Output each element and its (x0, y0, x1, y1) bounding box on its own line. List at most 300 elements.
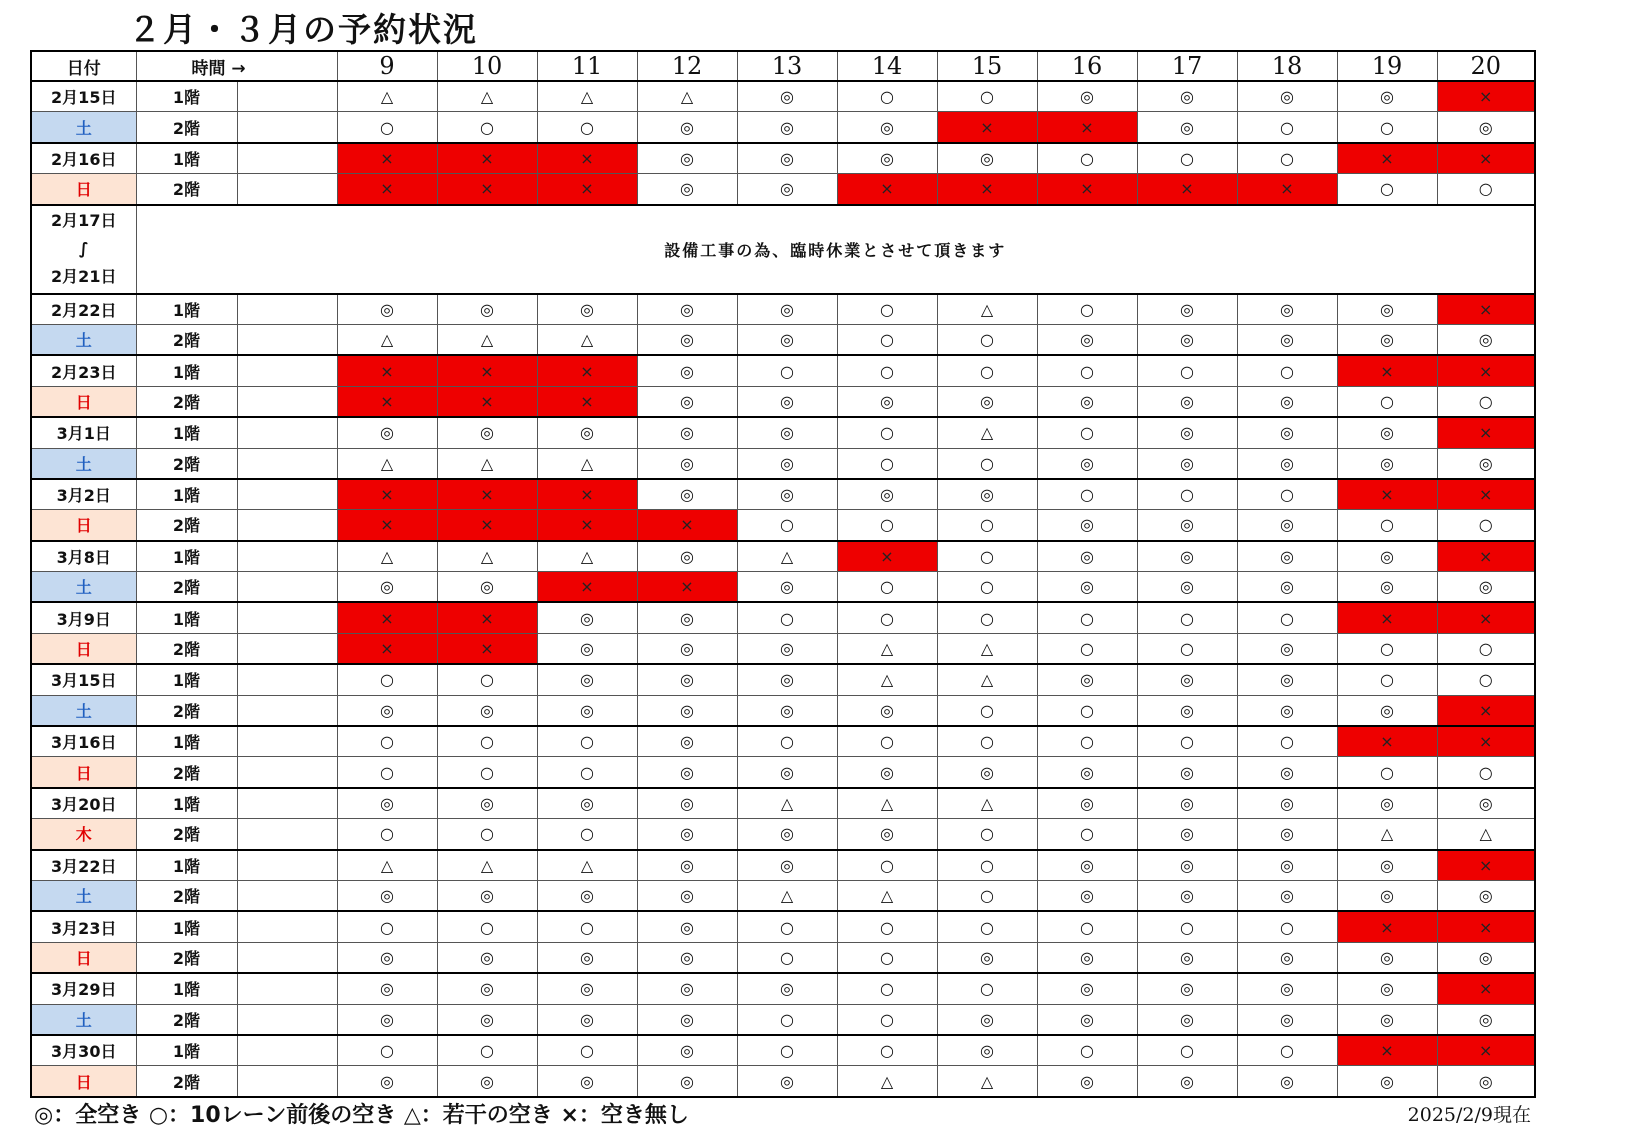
slot-cell: ○ (437, 911, 537, 942)
floor-cell: 1階 (136, 664, 237, 695)
weekday-cell: 日 (31, 1066, 136, 1097)
weekday-cell: 日 (31, 757, 136, 788)
slot-cell: ○ (1237, 911, 1337, 942)
slot-cell-full: × (437, 143, 537, 174)
slot-cell: ◎ (537, 1004, 637, 1035)
slot-cell: ○ (337, 1035, 437, 1066)
date-cell: 2月15日 (31, 81, 136, 112)
slot-cell: ◎ (637, 1066, 737, 1097)
slot-cell: ◎ (1037, 973, 1137, 1004)
table-row (31, 757, 1535, 788)
reservation-table (30, 50, 1536, 1098)
slot-cell: ◎ (537, 880, 637, 911)
hour-header: 20 (1437, 51, 1535, 81)
slot-cell: △ (837, 788, 937, 819)
floor-cell: 1階 (136, 911, 237, 942)
slot-cell: ◎ (737, 324, 837, 355)
slot-cell-full: × (1137, 174, 1237, 205)
slot-cell: ○ (937, 819, 1037, 850)
slot-cell: ◎ (1037, 448, 1137, 479)
slot-cell: ◎ (637, 143, 737, 174)
slot-cell: ○ (1437, 633, 1535, 664)
slot-cell: ○ (337, 664, 437, 695)
table-row (31, 1035, 1535, 1066)
slot-cell: ◎ (1237, 1004, 1337, 1035)
slot-cell: ◎ (337, 973, 437, 1004)
slot-cell: ◎ (1137, 942, 1237, 973)
spacer-cell (237, 386, 337, 417)
slot-cell: ○ (737, 1035, 837, 1066)
floor-cell: 2階 (136, 819, 237, 850)
slot-cell: ◎ (1237, 572, 1337, 603)
slot-cell: ◎ (1437, 448, 1535, 479)
slot-cell: ◎ (737, 81, 837, 112)
slot-cell-full: × (437, 386, 537, 417)
slot-cell: ◎ (1437, 1004, 1535, 1035)
spacer-cell (237, 973, 337, 1004)
slot-cell: ◎ (737, 633, 837, 664)
slot-cell: △ (537, 324, 637, 355)
table-row (31, 1066, 1535, 1097)
slot-cell: ◎ (1037, 942, 1137, 973)
floor-cell: 1階 (136, 143, 237, 174)
slot-cell: ◎ (1137, 850, 1237, 881)
slot-cell: ○ (1337, 386, 1437, 417)
slot-cell: ◎ (1237, 510, 1337, 541)
slot-cell-full: × (537, 510, 637, 541)
slot-cell-full: × (1437, 695, 1535, 726)
slot-cell: ○ (1337, 664, 1437, 695)
slot-cell: ○ (1237, 355, 1337, 386)
table-row (31, 143, 1535, 174)
slot-cell: ◎ (1237, 1066, 1337, 1097)
slot-cell: ◎ (1037, 386, 1137, 417)
floor-cell: 1階 (136, 81, 237, 112)
slot-cell-full: × (1237, 174, 1337, 205)
slot-cell: ◎ (637, 355, 737, 386)
slot-cell: ○ (737, 602, 837, 633)
slot-cell: ◎ (637, 417, 737, 448)
slot-cell: ◎ (437, 695, 537, 726)
hour-header: 15 (937, 51, 1037, 81)
floor-cell: 1階 (136, 355, 237, 386)
slot-cell: ◎ (637, 112, 737, 143)
slot-cell: ○ (937, 355, 1037, 386)
slot-cell: ○ (1037, 143, 1137, 174)
slot-cell: ◎ (637, 757, 737, 788)
spacer-cell (237, 143, 337, 174)
date-cell: 3月30日 (31, 1035, 136, 1066)
slot-cell: ○ (1037, 911, 1137, 942)
slot-cell: ◎ (1237, 294, 1337, 325)
slot-cell: ○ (937, 850, 1037, 881)
slot-cell: ◎ (637, 448, 737, 479)
slot-cell: ○ (437, 664, 537, 695)
table-row (31, 602, 1535, 633)
slot-cell: ○ (937, 448, 1037, 479)
slot-cell: ◎ (1237, 633, 1337, 664)
table-row (31, 664, 1535, 695)
slot-cell: ◎ (737, 448, 837, 479)
slot-cell: ◎ (437, 788, 537, 819)
slot-cell: ◎ (737, 174, 837, 205)
slot-cell: ○ (737, 726, 837, 757)
as-of-date: 2025/2/9現在 (1407, 1104, 1531, 1126)
slot-cell: ◎ (937, 479, 1037, 510)
slot-cell: △ (537, 448, 637, 479)
page-title: ２月・３月の予約状況 (128, 10, 478, 49)
date-cell: 3月9日 (31, 602, 136, 633)
spacer-cell (237, 726, 337, 757)
slot-cell: △ (837, 880, 937, 911)
slot-cell: ○ (337, 911, 437, 942)
floor-cell: 2階 (136, 757, 237, 788)
slot-cell: ◎ (1137, 112, 1237, 143)
hour-header: 14 (837, 51, 937, 81)
slot-cell-full: × (1337, 1035, 1437, 1066)
slot-cell: ○ (837, 942, 937, 973)
slot-cell: ○ (837, 1004, 937, 1035)
date-column-header: 日付 (31, 51, 136, 81)
slot-cell: ○ (937, 973, 1037, 1004)
spacer-cell (237, 850, 337, 881)
slot-cell-full: × (637, 572, 737, 603)
slot-cell: △ (637, 81, 737, 112)
slot-cell: ◎ (1237, 448, 1337, 479)
spacer-cell (237, 572, 337, 603)
slot-cell: ◎ (737, 819, 837, 850)
slot-cell-full: × (537, 386, 637, 417)
spacer-cell (237, 324, 337, 355)
floor-cell: 1階 (136, 602, 237, 633)
slot-cell: ◎ (1437, 572, 1535, 603)
slot-cell: ○ (1037, 695, 1137, 726)
slot-cell: ◎ (637, 1004, 737, 1035)
slot-cell: ○ (837, 572, 937, 603)
slot-cell-full: × (1437, 726, 1535, 757)
spacer-cell (237, 1004, 337, 1035)
slot-cell: ◎ (1037, 850, 1137, 881)
slot-cell: ○ (837, 417, 937, 448)
slot-cell-full: × (337, 479, 437, 510)
table-row (31, 355, 1535, 386)
hour-header: 13 (737, 51, 837, 81)
slot-cell: ◎ (1237, 850, 1337, 881)
slot-cell: △ (337, 448, 437, 479)
slot-cell: ◎ (1037, 572, 1137, 603)
slot-cell: ○ (1337, 510, 1437, 541)
floor-cell: 2階 (136, 1004, 237, 1035)
slot-cell: ◎ (1237, 880, 1337, 911)
slot-cell: ○ (837, 510, 937, 541)
floor-cell: 1階 (136, 417, 237, 448)
slot-cell: △ (437, 448, 537, 479)
closure-row (31, 205, 1535, 294)
slot-cell: ◎ (1137, 819, 1237, 850)
floor-cell: 2階 (136, 112, 237, 143)
slot-cell: ◎ (1237, 664, 1337, 695)
spacer-cell (237, 479, 337, 510)
slot-cell: ○ (1137, 479, 1237, 510)
slot-cell: △ (437, 81, 537, 112)
slot-cell: △ (1337, 819, 1437, 850)
hour-header: 19 (1337, 51, 1437, 81)
spacer-cell (237, 355, 337, 386)
slot-cell: ○ (337, 757, 437, 788)
slot-cell: ◎ (1137, 324, 1237, 355)
slot-cell: ◎ (737, 664, 837, 695)
slot-cell: ◎ (837, 695, 937, 726)
slot-cell: ◎ (437, 973, 537, 1004)
table-row (31, 788, 1535, 819)
table-row (31, 174, 1535, 205)
slot-cell-full: × (437, 510, 537, 541)
slot-cell: △ (437, 541, 537, 572)
slot-cell: △ (837, 1066, 937, 1097)
floor-cell: 2階 (136, 695, 237, 726)
floor-cell: 2階 (136, 572, 237, 603)
slot-cell-full: × (437, 174, 537, 205)
slot-cell: ◎ (1437, 112, 1535, 143)
slot-cell: ○ (937, 880, 1037, 911)
floor-cell: 1階 (136, 726, 237, 757)
slot-cell: △ (737, 541, 837, 572)
slot-cell: ○ (737, 911, 837, 942)
table-row (31, 294, 1535, 325)
slot-cell: ◎ (1137, 757, 1237, 788)
weekday-cell: 土 (31, 112, 136, 143)
spacer-cell (237, 81, 337, 112)
slot-cell: ◎ (1137, 448, 1237, 479)
slot-cell: ◎ (437, 417, 537, 448)
slot-cell-full: × (537, 572, 637, 603)
slot-cell: ◎ (1237, 819, 1337, 850)
weekday-cell: 土 (31, 1004, 136, 1035)
slot-cell: ◎ (1137, 417, 1237, 448)
slot-cell: △ (937, 1066, 1037, 1097)
weekday-cell: 土 (31, 572, 136, 603)
slot-cell: ○ (337, 726, 437, 757)
slot-cell: ◎ (1037, 1004, 1137, 1035)
floor-cell: 1階 (136, 1035, 237, 1066)
slot-cell: △ (937, 294, 1037, 325)
slot-cell: △ (837, 633, 937, 664)
slot-cell: ◎ (437, 1066, 537, 1097)
slot-cell: ○ (1137, 1035, 1237, 1066)
slot-cell-full: × (337, 355, 437, 386)
slot-cell: ◎ (737, 294, 837, 325)
date-cell: 2月16日 (31, 143, 136, 174)
table-row (31, 510, 1535, 541)
slot-cell: ○ (1137, 633, 1237, 664)
slot-cell: ◎ (837, 757, 937, 788)
slot-cell: ○ (537, 1035, 637, 1066)
slot-cell: ○ (1037, 1035, 1137, 1066)
slot-cell: ○ (337, 819, 437, 850)
slot-cell: ◎ (337, 695, 437, 726)
floor-cell: 2階 (136, 942, 237, 973)
slot-cell-full: × (1437, 973, 1535, 1004)
slot-cell: ○ (1037, 417, 1137, 448)
slot-cell: ○ (1237, 112, 1337, 143)
slot-cell: ○ (1437, 386, 1535, 417)
slot-cell: ◎ (637, 324, 737, 355)
slot-cell: ○ (437, 112, 537, 143)
slot-cell: ◎ (1137, 973, 1237, 1004)
slot-cell: △ (737, 788, 837, 819)
slot-cell: ◎ (1337, 81, 1437, 112)
slot-cell: ○ (937, 324, 1037, 355)
slot-cell: ○ (1337, 633, 1437, 664)
slot-cell: ◎ (1337, 1066, 1437, 1097)
slot-cell: ◎ (337, 788, 437, 819)
slot-cell-full: × (1437, 479, 1535, 510)
slot-cell: ◎ (737, 757, 837, 788)
date-cell: 3月22日 (31, 850, 136, 881)
slot-cell: ◎ (1437, 788, 1535, 819)
date-cell: 3月16日 (31, 726, 136, 757)
slot-cell: ○ (1037, 479, 1137, 510)
table-row (31, 572, 1535, 603)
table-row (31, 479, 1535, 510)
slot-cell-full: × (1337, 911, 1437, 942)
date-cell: 2月22日 (31, 294, 136, 325)
slot-cell: ○ (537, 112, 637, 143)
slot-cell: ○ (837, 448, 937, 479)
floor-cell: 1階 (136, 973, 237, 1004)
slot-cell: ○ (1237, 726, 1337, 757)
slot-cell: ○ (737, 510, 837, 541)
slot-cell: ◎ (1437, 942, 1535, 973)
slot-cell: ◎ (637, 174, 737, 205)
slot-cell: ◎ (1237, 324, 1337, 355)
floor-cell: 2階 (136, 1066, 237, 1097)
slot-cell: ○ (837, 850, 937, 881)
spacer-cell (237, 174, 337, 205)
slot-cell: ◎ (637, 942, 737, 973)
spacer-cell (237, 942, 337, 973)
table-row (31, 81, 1535, 112)
slot-cell: ○ (837, 294, 937, 325)
floor-cell: 1階 (136, 479, 237, 510)
spacer-cell (237, 541, 337, 572)
slot-cell: ◎ (1037, 541, 1137, 572)
slot-cell: ◎ (737, 572, 837, 603)
slot-cell: ◎ (737, 850, 837, 881)
slot-cell: ○ (737, 942, 837, 973)
slot-cell: ◎ (1237, 386, 1337, 417)
floor-cell: 2階 (136, 448, 237, 479)
slot-cell: ◎ (737, 386, 837, 417)
slot-cell: ◎ (1337, 294, 1437, 325)
slot-cell-full: × (437, 633, 537, 664)
spacer-cell (237, 757, 337, 788)
slot-cell: △ (937, 664, 1037, 695)
slot-cell: ◎ (1337, 880, 1437, 911)
closure-date-to: 2月21日 (51, 267, 117, 287)
slot-cell: ◎ (1137, 510, 1237, 541)
slot-cell-full: × (1437, 417, 1535, 448)
slot-cell: ◎ (1137, 541, 1237, 572)
hour-header: 11 (537, 51, 637, 81)
floor-cell: 1階 (136, 541, 237, 572)
slot-cell-full: × (1337, 726, 1437, 757)
slot-cell-full: × (1437, 602, 1535, 633)
slot-cell: ◎ (937, 1035, 1037, 1066)
legend: ◎：全空き ○：10レーン前後の空き △：若干の空き ×：空き無し (34, 1103, 689, 1128)
slot-cell-full: × (937, 174, 1037, 205)
slot-cell: ◎ (1437, 1066, 1535, 1097)
slot-cell: ◎ (1037, 788, 1137, 819)
spacer-cell (237, 1066, 337, 1097)
table-row (31, 386, 1535, 417)
slot-cell: ○ (1237, 1035, 1337, 1066)
slot-cell: ◎ (1237, 417, 1337, 448)
slot-cell: ◎ (537, 695, 637, 726)
slot-cell: ◎ (1337, 695, 1437, 726)
slot-cell-full: × (1337, 355, 1437, 386)
time-column-header: 時間 → (136, 51, 337, 81)
slot-cell: ◎ (337, 417, 437, 448)
slot-cell: △ (937, 788, 1037, 819)
date-cell: 3月2日 (31, 479, 136, 510)
slot-cell: △ (537, 81, 637, 112)
table-row (31, 973, 1535, 1004)
slot-cell: ◎ (837, 112, 937, 143)
slot-cell: ◎ (637, 386, 737, 417)
slot-cell-full: × (537, 143, 637, 174)
spacer-cell (237, 510, 337, 541)
slot-cell: ◎ (1137, 664, 1237, 695)
table-row (31, 850, 1535, 881)
slot-cell-full: × (437, 602, 537, 633)
slot-cell: ◎ (637, 819, 737, 850)
slot-cell: ◎ (1237, 541, 1337, 572)
slot-cell: ◎ (1237, 788, 1337, 819)
slot-cell: ◎ (537, 417, 637, 448)
slot-cell: ◎ (1037, 81, 1137, 112)
floor-cell: 1階 (136, 850, 237, 881)
hour-header: 18 (1237, 51, 1337, 81)
slot-cell-full: × (437, 479, 537, 510)
slot-cell: ◎ (1337, 448, 1437, 479)
slot-cell: ◎ (1037, 1066, 1137, 1097)
slot-cell: ◎ (337, 880, 437, 911)
slot-cell: △ (937, 417, 1037, 448)
table-row (31, 942, 1535, 973)
slot-cell: ◎ (437, 1004, 537, 1035)
slot-cell: ◎ (637, 541, 737, 572)
floor-cell: 2階 (136, 510, 237, 541)
date-cell: 3月29日 (31, 973, 136, 1004)
slot-cell: △ (337, 541, 437, 572)
slot-cell: ○ (537, 819, 637, 850)
table-row (31, 417, 1535, 448)
slot-cell: ◎ (537, 942, 637, 973)
spacer-cell (237, 417, 337, 448)
floor-cell: 2階 (136, 324, 237, 355)
slot-cell: △ (737, 880, 837, 911)
table-row (31, 1004, 1535, 1035)
slot-cell: ◎ (937, 757, 1037, 788)
slot-cell: ◎ (1137, 294, 1237, 325)
slot-cell-full: × (337, 386, 437, 417)
slot-cell: ◎ (1137, 880, 1237, 911)
slot-cell-full: × (1337, 143, 1437, 174)
date-cell: 3月1日 (31, 417, 136, 448)
slot-cell: ◎ (937, 143, 1037, 174)
slot-cell: ○ (937, 572, 1037, 603)
